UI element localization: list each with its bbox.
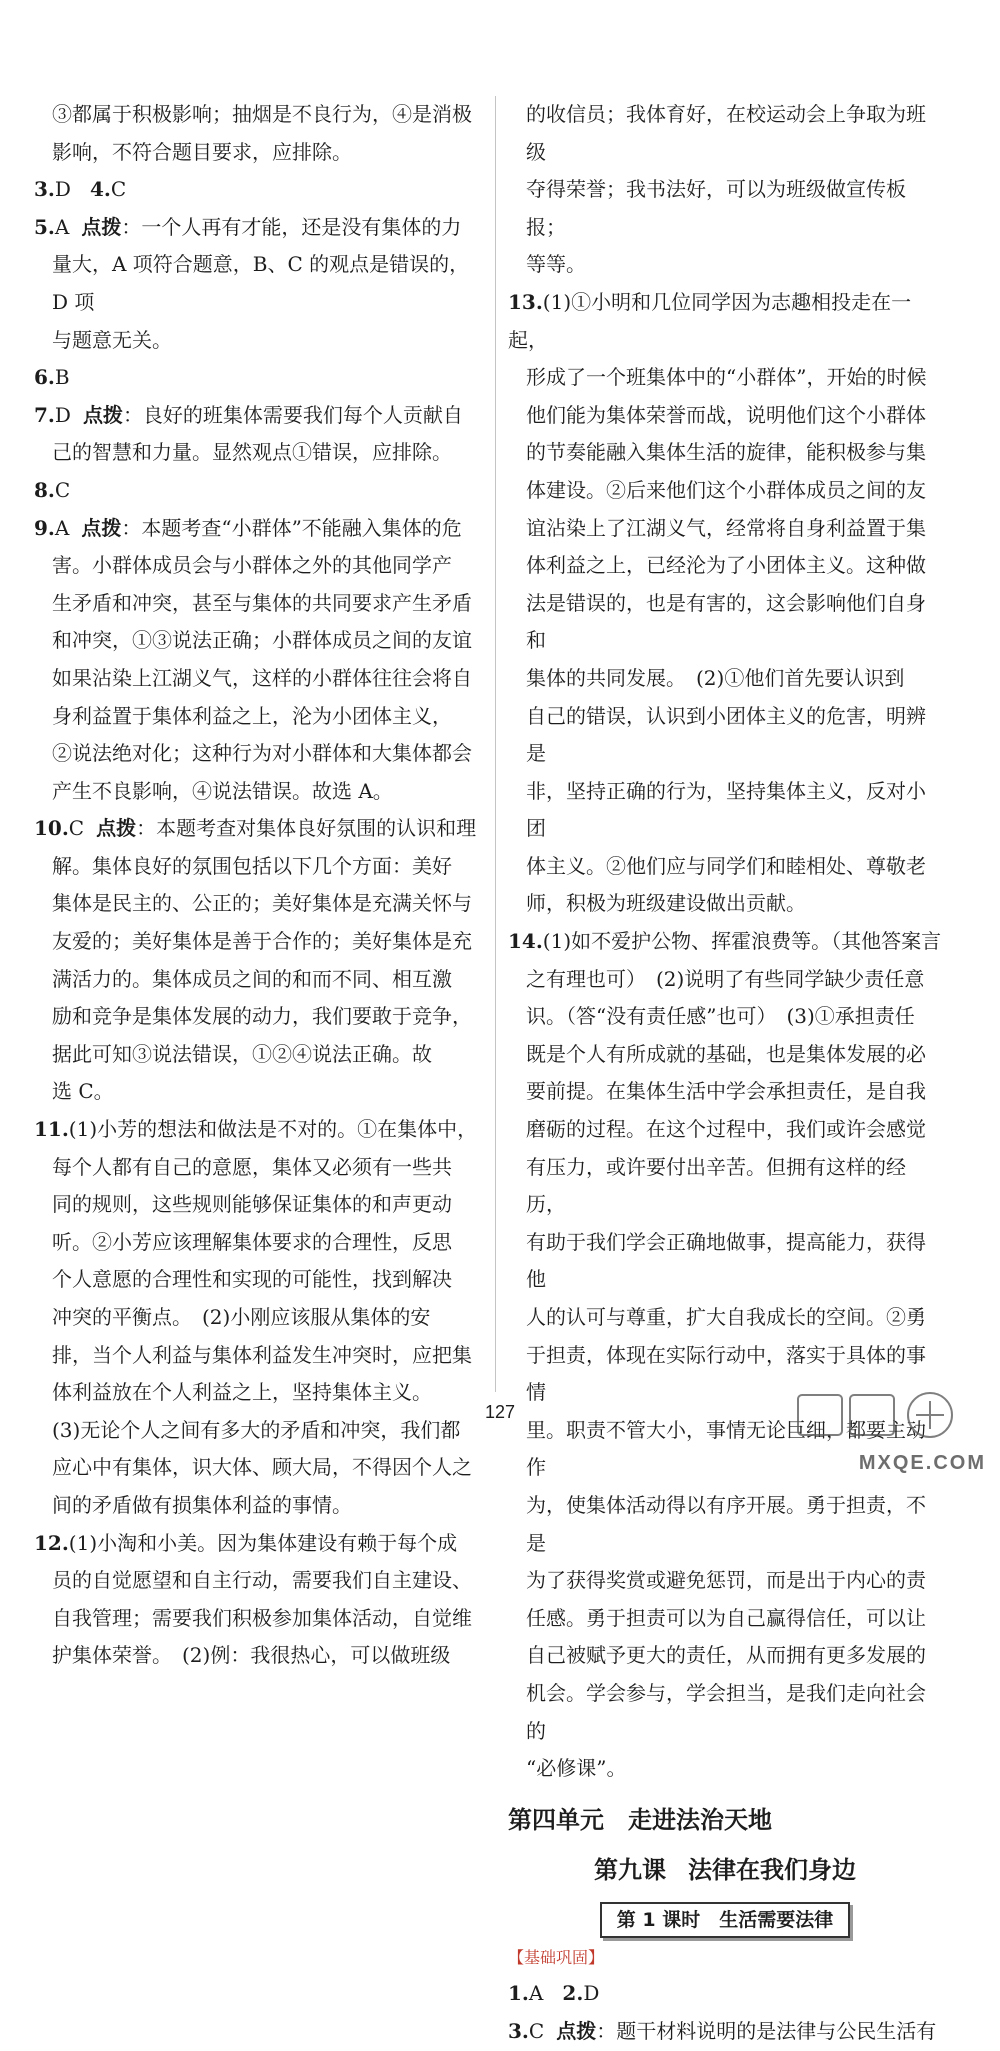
- column-divider: [495, 96, 496, 1392]
- text-line: 于担责，体现在实际行动中，落实于具体的事情: [526, 1342, 926, 1405]
- text-line: 如果沾染上江湖义气，这样的小群体往往会将自: [52, 665, 472, 690]
- answer-item-3-new: [508, 2013, 942, 2051]
- item-number: 10.: [34, 816, 69, 841]
- text-line: 影响，不符合题目要求，应排除。: [52, 139, 352, 164]
- item-answer: B: [54, 365, 70, 390]
- item-number: 2.: [562, 1981, 584, 2006]
- page-number: 127: [484, 1402, 516, 1422]
- answer-item-5: [34, 209, 482, 247]
- item-answer: A: [54, 214, 70, 239]
- text-line: ②说法绝对化；这种行为对小群体和大集体都会: [52, 741, 472, 766]
- text-line: 形成了一个班集体中的“小群体”，开始的时候: [526, 365, 927, 390]
- text-line: 体利益之上，已经沦为了小团体主义。这种做: [526, 553, 926, 578]
- text-line: (1)如不爱护公物、挥霍浪费等。（其他答案言: [542, 929, 942, 954]
- text-line: 害。小群体成员会与小群体之外的其他同学产: [52, 553, 452, 578]
- answer-item-13: [508, 284, 942, 359]
- item-answer: C: [68, 816, 85, 841]
- text-line: 友爱的；美好集体是善于合作的；美好集体是充: [52, 929, 472, 954]
- item-number: 4.: [90, 177, 111, 202]
- item-answer: A: [528, 1981, 544, 2006]
- item-answer: C: [110, 177, 127, 202]
- text-line: 的收信员；我体育好，在校运动会上争取为班级: [526, 102, 926, 164]
- text-line: 磨砺的过程。在这个过程中，我们或许会感觉: [526, 1117, 926, 1142]
- answer-item-7: [34, 397, 482, 435]
- text-line: 间的矛盾做有损集体利益的事情。: [52, 1492, 352, 1517]
- text-line: 既是个人有所成就的基础，也是集体发展的必: [526, 1041, 926, 1066]
- text-line: 师，积极为班级建设做出贡献。: [526, 891, 806, 916]
- period-title: 第 1 课时 生活需要法律: [600, 1902, 850, 1938]
- text-line: 自我管理；需要我们积极参加集体活动，自觉维: [52, 1605, 472, 1630]
- text-line: 励和竞争是集体发展的动力，我们要敢于竞争，: [52, 1004, 472, 1029]
- text-line: 选 C。: [52, 1079, 114, 1104]
- section-tag: 【基础巩固】: [508, 1947, 605, 1967]
- text-line: 听。②小芳应该理解集体要求的合理性，反思: [52, 1229, 452, 1254]
- text-line: 护集体荣誉。 (2)例：我很热心，可以做班级: [52, 1643, 451, 1668]
- tip-label: 点拨: [556, 2018, 597, 2043]
- item-answer: D: [54, 402, 71, 427]
- text-line: (1)小淘和小美。因为集体建设有赖于每个成: [68, 1530, 458, 1555]
- text-line: 解。集体良好的氛围包括以下几个方面：美好: [52, 853, 452, 878]
- text-line: 体建设。②后来他们这个小群体成员之间的友: [526, 477, 926, 502]
- lesson-name: 法律在我们身边: [688, 1854, 856, 1884]
- answer-item-1-2: [508, 1975, 942, 2013]
- item-number: 3.: [508, 2018, 529, 2043]
- text-line: 生矛盾和冲突，甚至与集体的共同要求产生矛盾: [52, 590, 472, 615]
- answer-item-9: [34, 510, 482, 548]
- text-line: 有助于我们学会正确地做事，提高能力，获得他: [526, 1229, 926, 1292]
- text-line: 为了获得奖赏或避免惩罚，而是出于内心的责: [526, 1568, 926, 1593]
- text-line: 要前提。在集体生活中学会承担责任，是自我: [526, 1079, 926, 1104]
- text-line: 身利益置于集体利益之上，沦为小团体主义，: [52, 703, 452, 728]
- text-line: 排，当个人利益与集体利益发生冲突时，应把集: [52, 1342, 472, 1367]
- text-line: 同的规则，这些规则能够保证集体的和声更动: [52, 1192, 452, 1217]
- item-number: 14.: [508, 929, 543, 954]
- text-line: 等等。: [526, 252, 586, 277]
- text-line: 人的认可与尊重，扩大自我成长的空间。②勇: [526, 1305, 926, 1329]
- text-line: 有压力，或许要付出辛苦。但拥有这样的经历，: [526, 1154, 906, 1217]
- text-line: 集体是民主的、公正的；美好集体是充满关怀与: [52, 891, 472, 916]
- text-line: 自己被赋予更大的责任，从而拥有更多发展的: [526, 1643, 926, 1668]
- answer-item-11: [34, 1111, 482, 1149]
- unit-number: 第四单元: [508, 1805, 604, 1834]
- text-line: 量大，A 项符合题意，B、C 的观点是错误的，D 项: [52, 252, 470, 314]
- item-number: 12.: [34, 1530, 69, 1555]
- text-line: ③都属于积极影响；抽烟是不良行为，④是消极: [52, 102, 472, 126]
- text-line: 的节奏能融入集体生活的旋律，能积极参与集: [526, 440, 926, 465]
- item-number: 1.: [508, 1981, 529, 2006]
- text-line: 任感。勇于担责可以为自己赢得信任，可以让: [526, 1605, 926, 1630]
- answer-item-10: [34, 810, 482, 848]
- lesson-number: 第九课: [594, 1854, 666, 1884]
- text-line: ：一个人再有才能，还是没有集体的力: [121, 214, 462, 239]
- answer-item-3-4: [34, 171, 482, 209]
- text-line: 应心中有集体，识大体、顾大局，不得因个人之: [52, 1455, 472, 1480]
- right-column: [508, 96, 942, 2051]
- item-number: 11.: [34, 1117, 69, 1142]
- item-answer: C: [528, 2018, 545, 2043]
- text-line: ：良好的班集体需要我们每个人贡献自: [122, 402, 463, 427]
- item-number: 13.: [508, 289, 543, 314]
- answer-item-12: [34, 1525, 482, 1563]
- unit-title: [508, 1798, 942, 1842]
- tip-label: 点拨: [81, 515, 122, 540]
- item-number: 6.: [34, 365, 55, 390]
- text-line: 他们能为集体荣誉而战，说明他们这个小群体: [526, 402, 926, 427]
- watermark-logo: [788, 1389, 986, 1479]
- item-answer: A: [54, 515, 70, 540]
- text-line: 法是错误的，也是有害的，这会影响他们自身和: [526, 590, 926, 653]
- lesson-title: [508, 1846, 942, 1894]
- text-line: (1)小芳的想法和做法是不对的。①在集体中，: [68, 1117, 478, 1142]
- item-number: 8.: [34, 477, 55, 502]
- answer-item-14: [508, 923, 942, 961]
- text-line: (1)①小明和几位同学因为志趣相投走在一起，: [508, 289, 912, 352]
- text-line: 之有理也可） (2)说明了有些同学缺少责任意: [526, 966, 925, 991]
- text-line: 与题意无关。: [52, 327, 172, 352]
- item-number: 5.: [34, 214, 55, 239]
- text-line: 集体的共同发展。 (2)①他们首先要认识到: [526, 665, 905, 690]
- text-line: 每个人都有自己的意愿，集体又必须有一些共: [52, 1154, 452, 1179]
- answer-item-8: [34, 472, 482, 510]
- text-line: ：本题考查对集体良好氛围的认识和理: [136, 816, 477, 841]
- answer-item-6: [34, 359, 482, 397]
- text-line: 夺得荣誉；我书法好，可以为班级做宣传板报；: [526, 177, 906, 239]
- text-line: 为，使集体活动得以有序开展。勇于担责，不是: [526, 1492, 926, 1555]
- item-number: 7.: [34, 402, 55, 427]
- text-line: 体主义。②他们应与同学们和睦相处、尊敬老: [526, 853, 926, 878]
- unit-name: 走进法治天地: [628, 1805, 772, 1834]
- text-line: 识。（答“没有责任感”也可） (3)①承担责任: [526, 1004, 915, 1029]
- text-line: 据此可知③说法错误，①②④说法正确。故: [52, 1041, 432, 1066]
- text-line: 个人意愿的合理性和实现的可能性，找到解决: [52, 1267, 452, 1292]
- text-line: ：本题考查“小群体”不能融入集体的危: [121, 515, 462, 540]
- text-line: 己的智慧和力量。显然观点①错误，应排除。: [52, 440, 452, 465]
- tip-label: 点拨: [96, 816, 137, 841]
- text-line: 非，坚持正确的行为，坚持集体主义，反对小团: [526, 778, 926, 841]
- text-line: 体利益放在个人利益之上，坚持集体主义。: [52, 1380, 432, 1405]
- watermark-text: MXQE.COM: [858, 1452, 986, 1474]
- text-line: 和冲突，①③说法正确；小群体成员之间的友谊: [52, 628, 472, 653]
- text-line: (3)无论个人之间有多大的矛盾和冲突，我们都: [52, 1417, 461, 1442]
- text-line: 满活力的。集体成员之间的和而不同、相互激: [52, 966, 452, 991]
- item-answer: C: [54, 477, 71, 502]
- tip-label: 点拨: [81, 214, 122, 239]
- text-line: 产生不良影响，④说法错误。故选 A。: [52, 778, 393, 803]
- item-number: 9.: [34, 515, 55, 540]
- text-line: 自己的错误，认识到小团体主义的危害，明辨是: [526, 703, 926, 766]
- text-line: “必修课”。: [526, 1756, 627, 1781]
- left-column: [34, 96, 482, 1675]
- item-number: 3.: [34, 177, 55, 202]
- item-answer: D: [583, 1981, 600, 2006]
- text-line: 里。职责不管大小，事情无论巨细，都要主动作: [526, 1417, 926, 1480]
- text-line: 员的自觉愿望和自主行动，需要我们自主建设、: [52, 1568, 472, 1593]
- tip-label: 点拨: [82, 402, 123, 427]
- text-line: 谊沾染上了江湖义气，经常将自身利益置于集: [526, 515, 926, 540]
- text-line: 冲突的平衡点。 (2)小刚应该服从集体的安: [52, 1305, 431, 1329]
- text-line: ：题干材料说明的是法律与公民生活有: [596, 2018, 937, 2043]
- text-line: 机会。学会参与，学会担当，是我们走向社会的: [526, 1680, 926, 1743]
- item-answer: D: [54, 177, 71, 202]
